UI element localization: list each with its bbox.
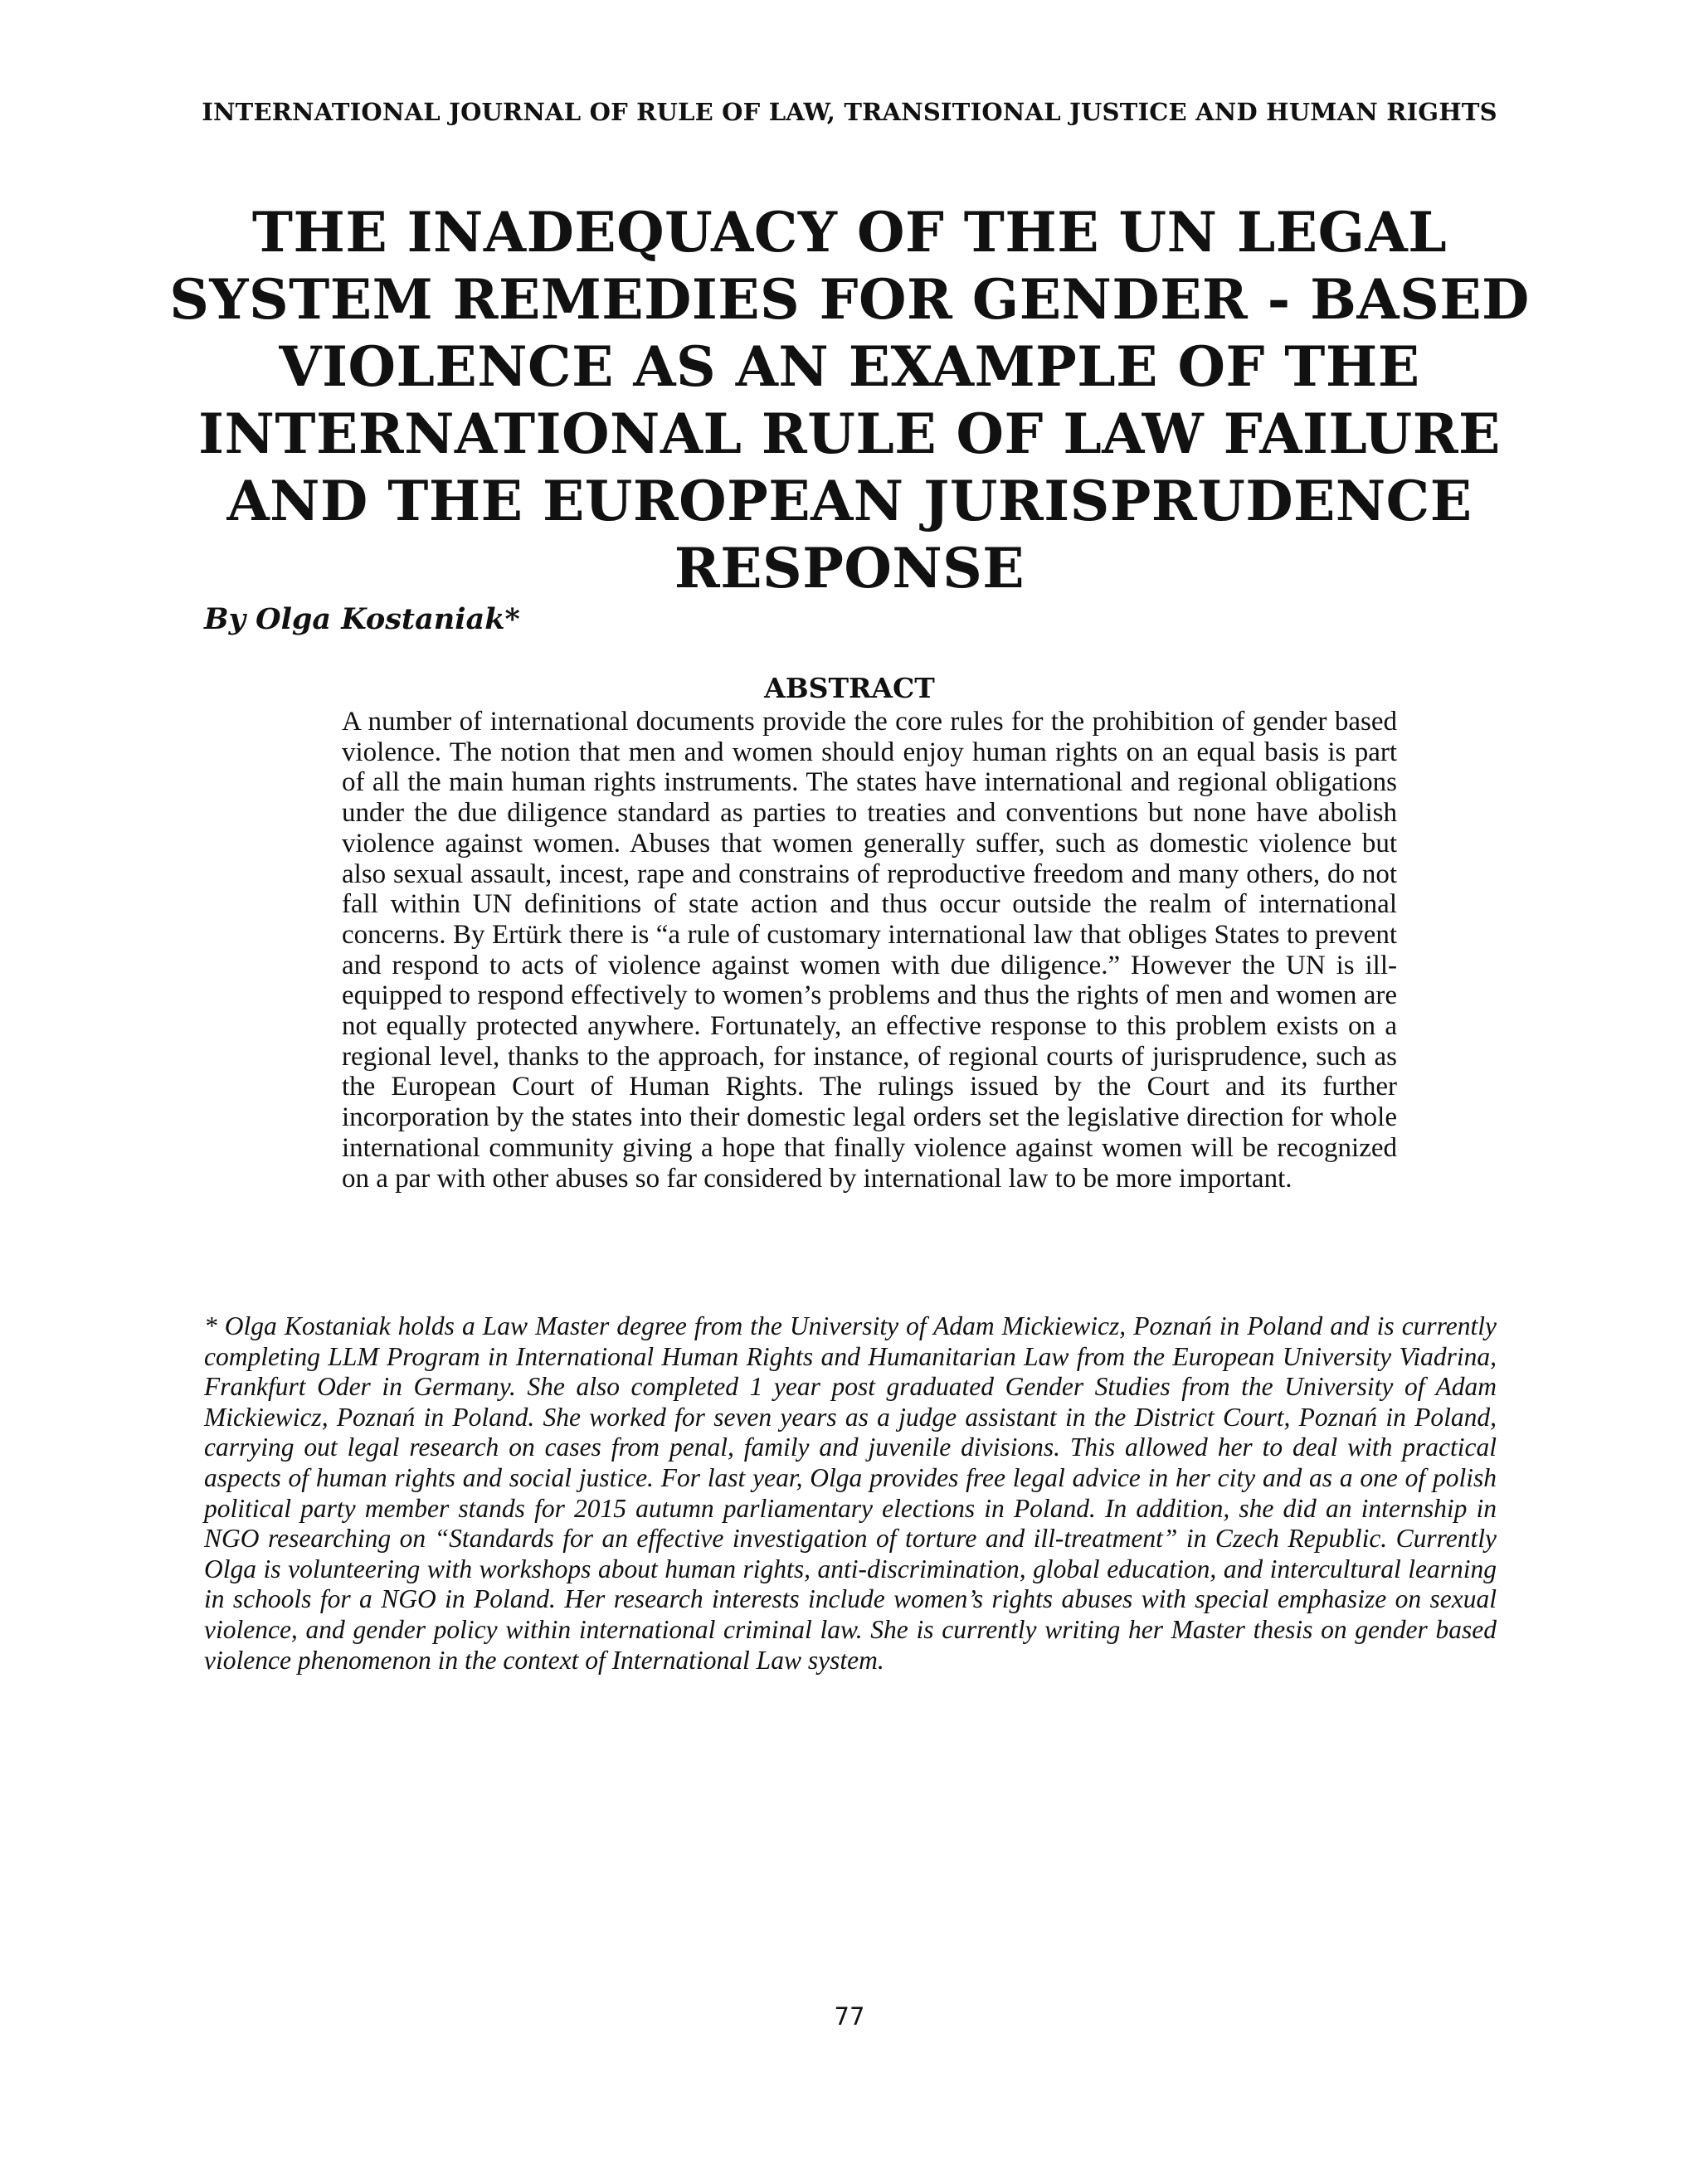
article-title-line-3: VIOLENCE AS AN EXAMPLE OF THE bbox=[279, 334, 1420, 399]
article-title bbox=[124, 199, 1575, 602]
author-byline: By Olga Kostaniak* bbox=[204, 602, 520, 636]
page-number: 77 bbox=[834, 2002, 865, 2031]
article-title-line-4: INTERNATIONAL RULE OF LAW FAILURE bbox=[198, 401, 1501, 466]
article-title-line-5: AND THE EUROPEAN JURISPRUDENCE bbox=[226, 469, 1473, 533]
author-footnote: * Olga Kostaniak holds a Law Master degree from the University of Adam Mickiewicz, Poznań in Poland and is currently completing LLM Program in International Human Rights and Humanitarian Law from the European University Viadrina, Frankfurt Oder in Germany. She also completed 1 year post graduated Gender Studies from the University of Adam Mickiewicz, Poznań in Poland. She worked for seven years as a judge assistant in the District Court, Poznań in Poland, carrying out legal research on cases from penal, family and juvenile divisions. This allowed her to deal with practical aspects of human rights and social justice. For last year, Olga provides free legal advice in her city and as a one of polish political party member stands for 2015 autumn parliamentary elections in Poland. In addition, she did an internship in NGO researching on “Standards for an effective investigation of torture and ill-treatment” in Czech Republic. Currently Olga is volunteering with workshops about human rights, anti-discrimination, global education, and intercultural learning in schools for a NGO in Poland. Her research interests include women’s rights abuses with special emphasize on sexual violence, and gender policy within international criminal law. She is currently writing her Master thesis on gender based violence phenomenon in the context of International Law system. bbox=[204, 1311, 1497, 1675]
article-title-line-6: RESPONSE bbox=[674, 536, 1025, 601]
article-title-line-1: THE INADEQUACY OF THE UN LEGAL bbox=[251, 200, 1448, 265]
abstract-heading: ABSTRACT bbox=[764, 672, 935, 704]
abstract-text: A number of international documents provide the core rules for the prohibition of gender based violence. The notion that men and women should enjoy human rights on an equal basis is part of all the main human rights instruments. The states have international and regional obligations under the due diligence standard as parties to treaties and conventions but none have abolish violence against women. Abuses that women generally suffer, such as domestic violence but also sexual assault, incest, rape and constrains of reproductive freedom and many others, do not fall within UN definitions of state action and thus occur outside the realm of international concerns. By Ertürk there is “a rule of customary international law that obliges States to prevent and respond to acts of violence against women with due diligence.” However the UN is ill-equipped to respond effectively to women’s problems and thus the rights of men and women are not equally protected anywhere. Fortunately, an effective response to this problem exists on a regional level, thanks to the approach, for instance, of regional courts of jurisprudence, such as the European Court of Human Rights. The rulings issued by the Court and its further incorporation by the states into their domestic legal orders set the legislative direction for whole international community giving a hope that finally violence against women will be recognized on a par with other abuses so far considered by international law to be more important. bbox=[342, 707, 1397, 1194]
journal-running-header: INTERNATIONAL JOURNAL OF RULE OF LAW, TRANSITIONAL JUSTICE AND HUMAN RIGHTS bbox=[202, 98, 1497, 126]
article-title-line-2: SYSTEM REMEDIES FOR GENDER - BASED bbox=[169, 267, 1530, 332]
